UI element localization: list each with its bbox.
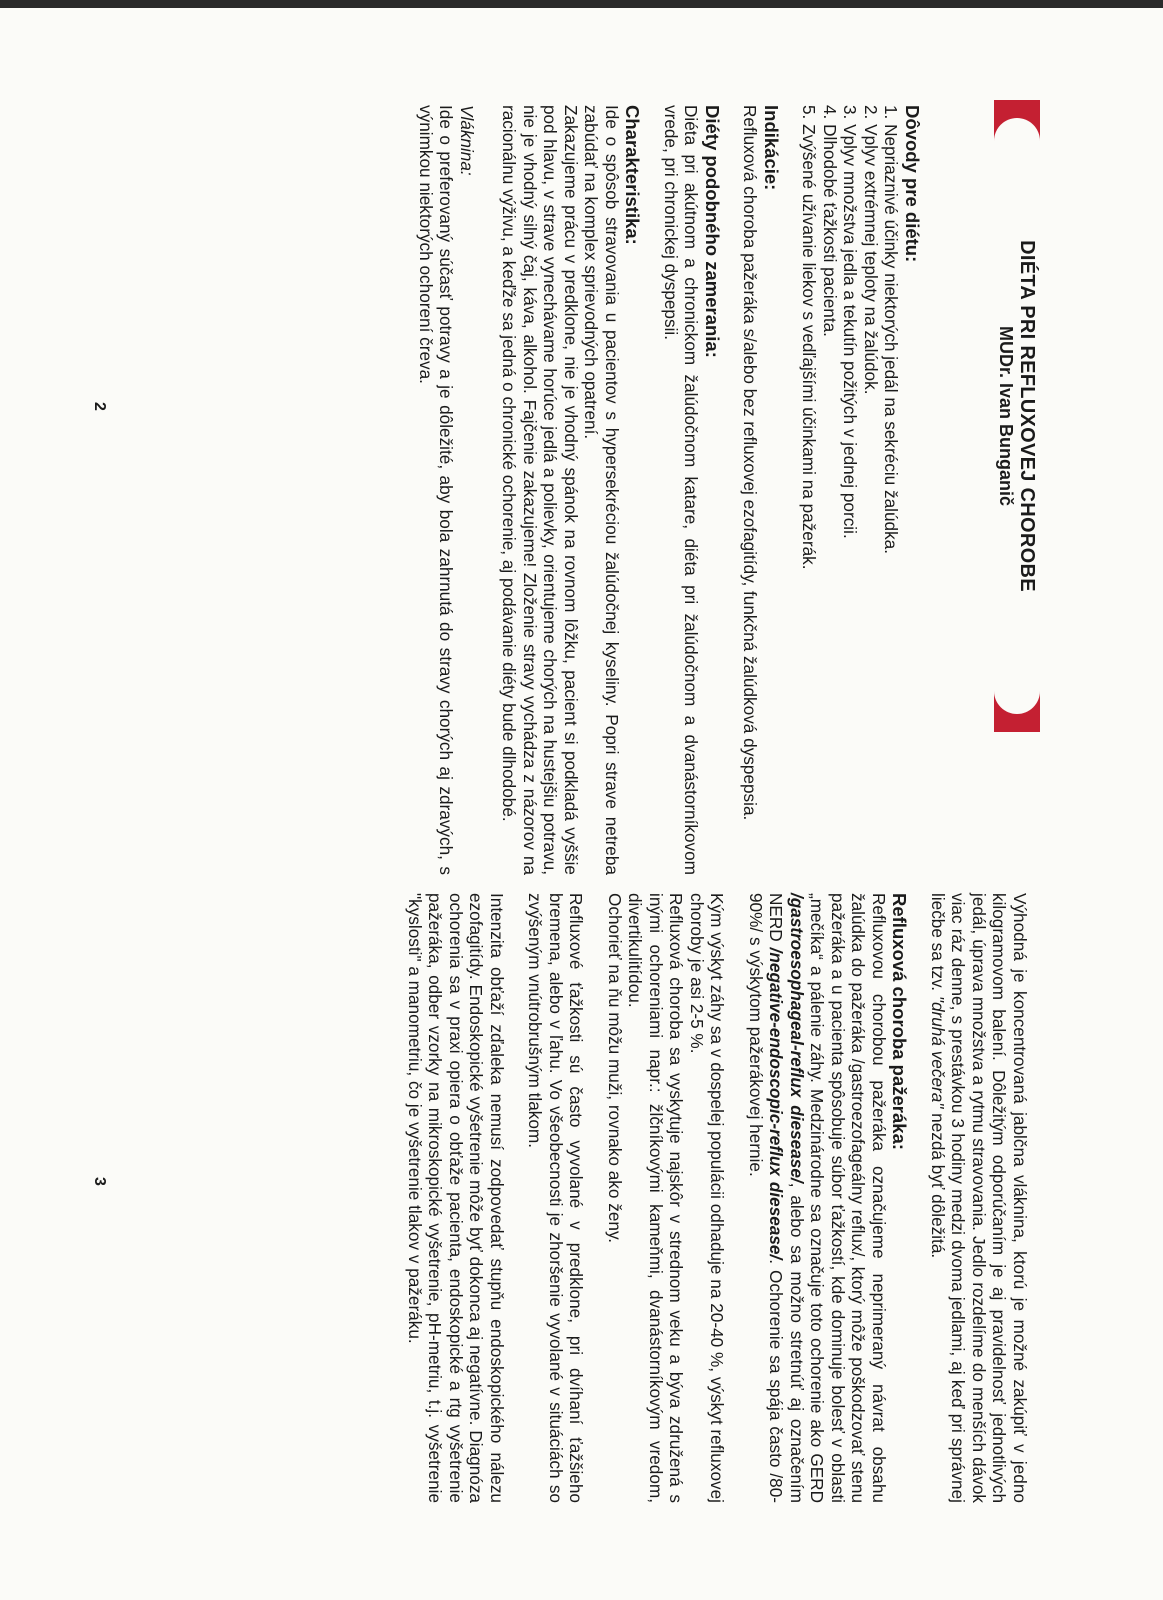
intro-emphasis: "druhá večera"	[928, 995, 948, 1109]
nerd-term: /negative-endoscopic-reflux diesease/	[766, 947, 787, 1260]
gender-paragraph: Ochorieť na ňu môžu muži, rovnako ako ženy.	[605, 893, 625, 1244]
intro-text: nezdá byť dôležitá.	[928, 1108, 948, 1259]
list-item: 5. Zvýšené užívanie liekov s vedľajšími účinkami na pažerák.	[799, 105, 820, 570]
reflux-text: Refluxovou chorobou pažeráka označujeme neprimeraný návrat obsahu žalúdka do pažeráka /gastroezofageálny reflux/, ktorý môže poškodzovať stenu pažeráka a u pacienta spôsobuje súbor ťažkostí, kde dominuje bolesť v oblasti „mečíka“ a pálenie záhy. Medzinárodne sa označuje toto ochorenie ako GERD	[807, 893, 889, 1503]
reflux-paragraph	[746, 893, 890, 1503]
scan-edge	[0, 0, 1163, 8]
reasons-list	[799, 105, 902, 875]
indications-text: Refluxová choroba pažeráka s/alebo bez refluxovej ezofagitídy, funkčná žalúdková dyspepsia.	[740, 105, 761, 821]
reasons-heading: Dôvody pre diétu:	[902, 105, 923, 263]
section-reflux	[746, 893, 910, 1503]
characteristics-heading: Charakteristika:	[622, 105, 644, 245]
document-title: DIÉTA PRI REFLUXOVEJ CHOROBE	[1016, 240, 1038, 592]
page-2	[416, 105, 923, 875]
list-item: 1. Nepriaznivé účinky niektorých jedál na sekréciu žalúdka.	[881, 105, 902, 555]
section-fiber	[416, 105, 478, 875]
section-indications	[740, 105, 781, 875]
section-similar-diets	[661, 105, 723, 875]
indications-heading: Indikácie:	[761, 105, 782, 191]
page-3	[405, 893, 1031, 1503]
incidence-paragraph: Kým výskyt záhy sa v dospelej populácii odhaduje na 20-40 %, výskyt refluxovej choroby je asi 2-5 %.	[687, 893, 728, 1503]
symptoms-paragraph: Refluxové ťažkosti sú často vyvolané v predklone, pri dvíhaní ťažšieho bremena, alebo v ľahu. Vo všeobecnosti je zhoršenie vyvolané v situáciách so zvýšeným vnútrobrušným tlakom.	[525, 893, 587, 1503]
document-author: MUDr. Ivan Bunganič	[996, 325, 1016, 507]
intro-paragraph	[928, 893, 1031, 1503]
list-item: 4. Dlhodobé ťažkosti pacienta.	[820, 105, 840, 337]
similar-diets-heading: Diéty podobného zamerania:	[702, 105, 723, 358]
reflux-text: . Ochorenie sa spája často /80-90%/ s výskytom pažerákovej hernie.	[746, 893, 787, 1503]
page-number-2: 2	[91, 402, 108, 411]
gerd-term: /gastroesophageal-reflux diesease/	[787, 893, 807, 1183]
list-item: 3. Vplyv množstva jedla a tekutín požitých v jednej porcii.	[840, 105, 861, 539]
fiber-text: Ide o preferovaný súčasť potravy a je dôležité, aby bola zahrnutá do stravy chorých aj zdravých, s výnimkou niektorých ochorení čreva.	[416, 105, 457, 875]
reflux-text: , alebo sa možno stretnúť aj označením NERD	[766, 893, 807, 1503]
characteristics-paragraph: Zakazujeme prácu v predklone, nie je vhodný spánok na rovnom lôžku, pacient si podkladá vyššie pod hlavu, v strave vynechávame horúce jedlá a polievky, orientujeme chorých na hustejšiu potravu, nie je vhodný silný čaj, káva, alkohol. Fajčenie zakazujeme! Zloženie stravy vychádza z názorov na racionálnu výživu, a keďže sa jedná o chronické ochorenie, aj podávanie diéty bude dlhodobé.	[499, 105, 581, 875]
similar-diets-text: Diéta pri akútnom a chronickom žalúdočnom katare, diéta pri žalúdočnom a dvanástorníkovom vrede, pri chronickej dyspepsii.	[661, 105, 702, 875]
page-number-3: 3	[91, 1177, 108, 1186]
intro-text: Výhodná je koncentrovaná jablčna vláknina, ktorú je možné zakúpiť v jedno kilogramovom balení. Dôležitým odporúčaním je aj pravidelnosť jednotlivých jedál, úprava množstva a rytmu stravovania. Jedlo rozdelíme do menších dávok viac ráz denne, s prestávkou 3 hodiny medzi dvoma jedlami, aj keď pri správnej liečbe sa tzv.	[928, 893, 1030, 1503]
section-reasons	[799, 105, 922, 875]
diagnosis-paragraph: Intenzita obťaží zďaleka nemusí zodpovedať stupňu endoskopického nálezu ezofagitídy. Endoskopické vyšetrenie môže byť dokonca aj negatívne. Diagnóza ochorenia sa v praxi opiera o obťaže pacienta, endoskopické a rtg vyšetrenie pažeráka, odber vzorky na mikroskopické vyšetrenie, pH-metriu, t.j. vyšetrenie "kyslosti" a manometriu, čo je vyšetrenie tlakov v pažeráku.	[405, 893, 507, 1503]
reflux-heading: Refluxová choroba pažeráka:	[889, 893, 911, 1151]
list-item: 2. Vplyv extrémnej teploty na žalúdok.	[861, 105, 881, 395]
characteristics-paragraph: Ide o spôsob stravovania u pacientov s hypersekréciou žalúdočnej kyseliny. Popri strave netreba zabúdať na komplex sprievodných opatrení.	[581, 105, 622, 875]
fiber-heading: Vláknina:	[457, 105, 477, 176]
associated-diseases-paragraph: Refluxová choroba sa vyskytuje najskôr v strednom veku a býva združená s inými ochoreniami napr.: žlčníkovými kameňmi, dvanástorníkovým vredom, divertikulitídou.	[625, 893, 687, 1503]
section-characteristics	[499, 105, 643, 875]
